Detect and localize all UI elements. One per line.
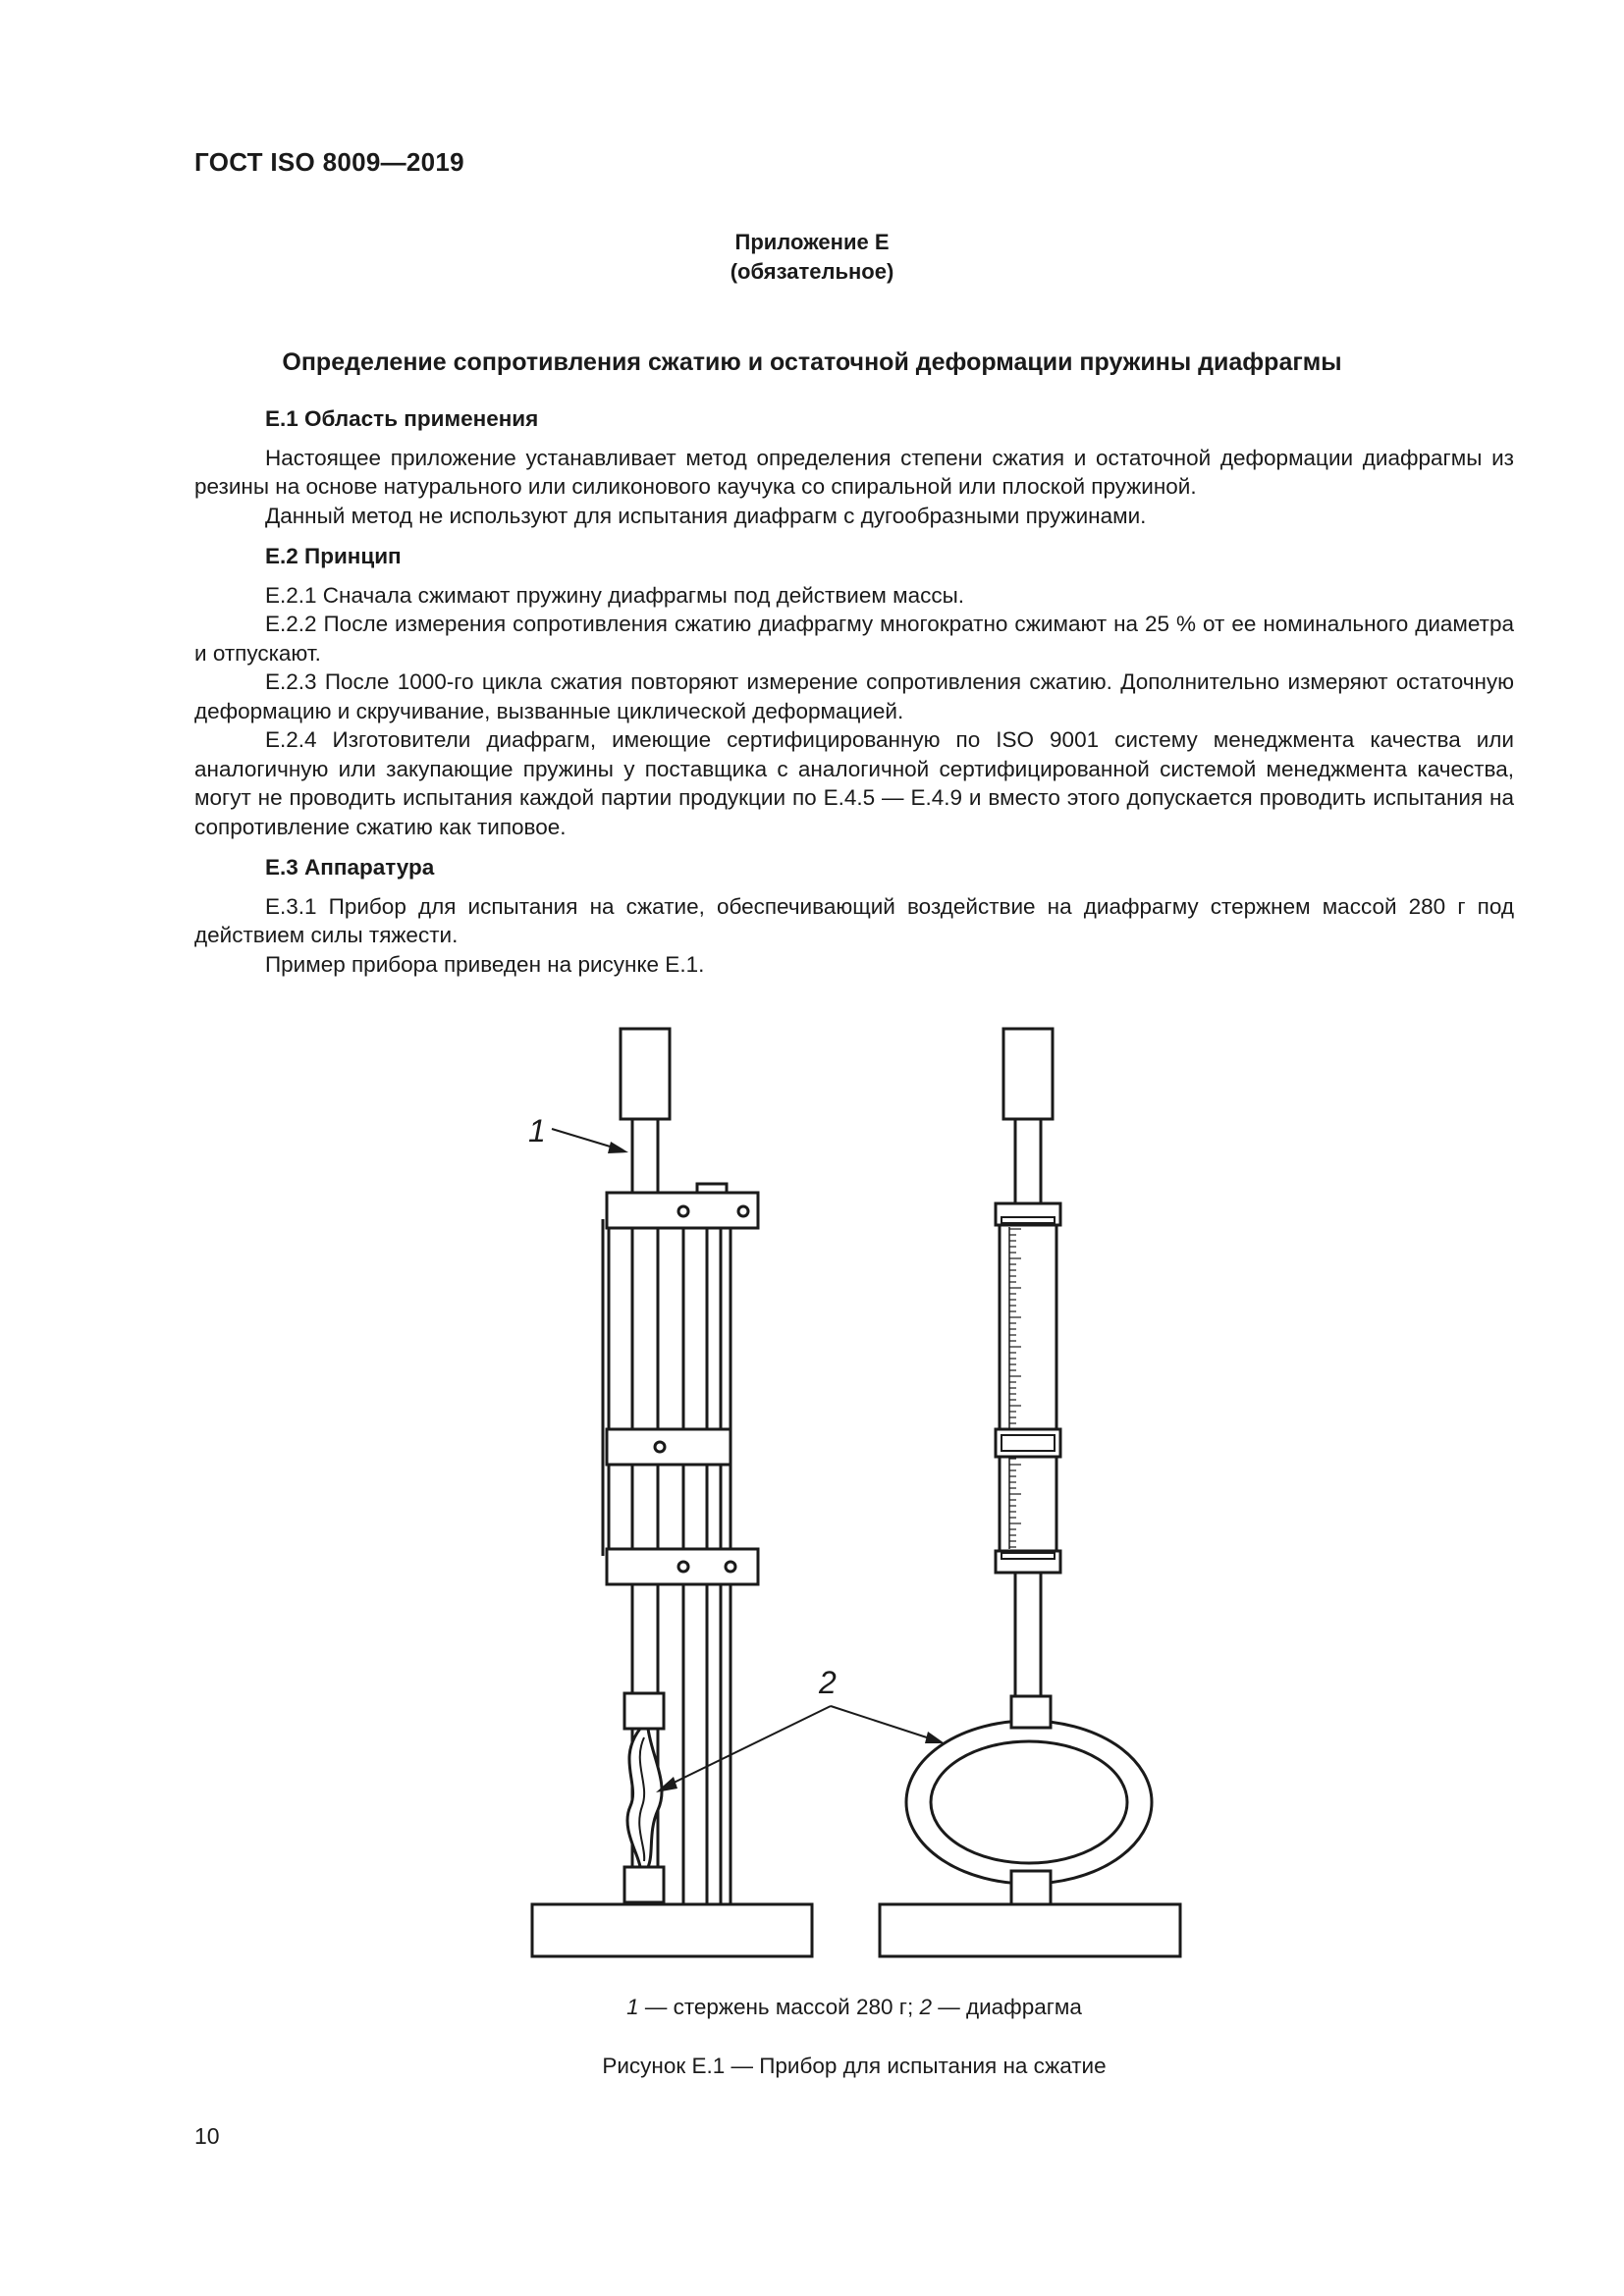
- annex-title: Приложение Е: [734, 230, 890, 254]
- weight-block: [1003, 1029, 1053, 1119]
- weight-block: [621, 1029, 670, 1119]
- figure-legend: [0, 1995, 1624, 2020]
- paragraph: Пример прибора приведен на рисунке Е.1.: [265, 951, 705, 977]
- clamp-top: [607, 1193, 758, 1228]
- leader-line-2b: [831, 1706, 933, 1739]
- section-e3-heading: Е.3 Аппаратура: [265, 855, 435, 880]
- paragraph: Е.2.1 Сначала сжимают пружину диафрагмы под действием массы.: [265, 582, 965, 608]
- callout-label-1: 1: [528, 1113, 546, 1148]
- leader-line-2a: [666, 1706, 831, 1787]
- base-right: [880, 1904, 1180, 1956]
- annex-status: (обязательное): [730, 259, 894, 284]
- diaphragm-holder-top: [1011, 1696, 1051, 1728]
- callout-label-2: 2: [819, 1665, 837, 1700]
- legend-number: 2: [919, 1995, 932, 2019]
- legend-text: — стержень массой 280 г;: [638, 1995, 920, 2019]
- annex-heading: Определение сопротивления сжатию и остаточной деформации пружины диафрагмы: [282, 348, 1342, 376]
- figure-caption: Рисунок Е.1 — Прибор для испытания на сжатие: [602, 2054, 1107, 2078]
- section-e2-heading: Е.2 Принцип: [265, 544, 402, 568]
- graduated-tube: [1000, 1222, 1056, 1554]
- clamp-middle: [607, 1429, 731, 1465]
- paragraph: Е.2.4 Изготовители диафрагм, имеющие сертифицированную по ISO 9001 систему менеджмента качества или аналогичную или закупающие пружины у поставщика с аналогичной сертифицированной системой менеджмента качества, могут не проводить испытания каждой партии продукции по Е.4.5 — Е.4.9 и вместо этого допускается проводить испытания на сопротивление сжатию как типовое.: [194, 727, 1514, 839]
- collar-top-inner: [1001, 1217, 1055, 1223]
- legend-text: — диафрагма: [931, 1995, 1082, 2019]
- standard-id: ГОСТ ISO 8009—2019: [194, 147, 464, 177]
- paragraph: Е.2.3 После 1000-го цикла сжатия повторяют измерение сопротивления сжатию. Дополнительно измеряют остаточную деформацию и скручивание, вызванные циклической деформацией.: [194, 669, 1514, 723]
- paragraph: Данный метод не используют для испытания диафрагм с дугообразными пружинами.: [265, 503, 1147, 528]
- collar-bottom-inner: [1001, 1553, 1055, 1559]
- collar-middle-inner: [1001, 1435, 1055, 1451]
- right-apparatus: [880, 1029, 1180, 1956]
- paragraph: Е.3.1 Прибор для испытания на сжатие, обеспечивающий воздействие на диафрагму стержнем массой 280 г под действием силы тяжести.: [194, 893, 1514, 947]
- leader-line-1: [552, 1129, 617, 1148]
- page-number: 10: [194, 2123, 220, 2149]
- diaphragm-holder-top: [624, 1693, 664, 1729]
- paragraph: Е.2.2 После измерения сопротивления сжатию диафрагму многократно сжимают на 25 % от ее номинального диаметра и отпускают.: [194, 612, 1514, 666]
- legend-number: 1: [626, 1995, 639, 2019]
- diaphragm-holder-bottom: [624, 1867, 664, 1902]
- paragraph: Настоящее приложение устанавливает метод определения степени сжатия и остаточной деформации диафрагмы из резины на основе натурального или силиконового каучука со спиральной или плоской пружиной.: [194, 445, 1514, 499]
- arrowhead-2b: [925, 1732, 945, 1743]
- arrowhead-1: [608, 1142, 628, 1153]
- diaphragm-holder-bottom: [1011, 1871, 1051, 1906]
- left-apparatus: [532, 1029, 812, 1956]
- section-e1-heading: Е.1 Область применения: [265, 406, 539, 431]
- diaphragm-ring-outer: [906, 1721, 1152, 1884]
- base-left: [532, 1904, 812, 1956]
